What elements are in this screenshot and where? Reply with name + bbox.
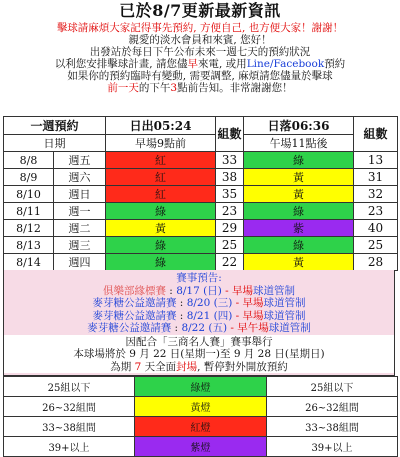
date-header: 日期 bbox=[4, 135, 106, 152]
notice-text: 來電, 或用 bbox=[198, 58, 247, 70]
event-date: 8/22 (五) bbox=[181, 322, 228, 334]
event-separator: - bbox=[227, 322, 238, 334]
notice-line: 親愛的淡水會員和來賓, 您好！ bbox=[128, 34, 272, 46]
event-name: 麥芽糖公益邀請賽 bbox=[87, 322, 172, 334]
legend-light: 紫燈 bbox=[135, 437, 267, 457]
event-name: 俱樂部緣標賽 bbox=[102, 284, 166, 297]
notice-line: 如果你的預約臨時有變動, 需要調整, 麻煩請您儘量於擊球 bbox=[67, 70, 333, 82]
row-morning-count: 33 bbox=[216, 152, 244, 169]
notice-line bbox=[0, 82, 400, 94]
schedule-row bbox=[4, 169, 398, 186]
closure-line: 本球場將於 9 月 22 日(星期一)至 9 月 28 日(星期日) bbox=[73, 348, 325, 360]
row-afternoon-light: 綠 bbox=[244, 237, 354, 254]
schedule-row bbox=[4, 220, 398, 237]
row-afternoon-count: 23 bbox=[354, 203, 398, 220]
row-afternoon-count: 32 bbox=[354, 186, 398, 203]
legend-range-am: 33~38組間 bbox=[4, 417, 135, 437]
row-afternoon-count: 40 bbox=[354, 220, 398, 237]
event-restriction: 球道管制 bbox=[263, 297, 306, 309]
event-slot: 早午場 bbox=[237, 322, 269, 334]
notice-text: 點前告知。非常謝謝您！ bbox=[177, 82, 293, 94]
notice-highlight: 3 bbox=[170, 82, 178, 94]
count-header-pm: 組數 bbox=[354, 117, 398, 152]
row-afternoon-light: 黃 bbox=[244, 186, 354, 203]
row-date: 8/8 bbox=[4, 152, 54, 169]
notice-link-line-facebook: Line/Facebook bbox=[246, 58, 325, 70]
legend-range-pm: 39+以上 bbox=[267, 437, 398, 457]
events-panel bbox=[3, 270, 395, 376]
notice-highlight: 早 bbox=[187, 58, 198, 70]
event-restriction: 球道管制 bbox=[263, 309, 306, 322]
event-restriction: 球道管制 bbox=[253, 284, 296, 297]
row-morning-light: 綠 bbox=[106, 203, 216, 220]
week-label: 一週預約 bbox=[4, 117, 106, 135]
row-date: 8/10 bbox=[4, 186, 54, 203]
row-weekday: 週四 bbox=[54, 254, 106, 271]
event-restriction: 球道管制 bbox=[268, 322, 311, 334]
notice-text: 以利您安排擊球計畫, 請您儘 bbox=[54, 58, 188, 70]
legend-row bbox=[4, 417, 398, 437]
row-morning-light: 紅 bbox=[106, 169, 216, 186]
event-slot: 早場 bbox=[232, 284, 254, 297]
row-morning-count: 23 bbox=[216, 203, 244, 220]
event-separator: - bbox=[221, 284, 233, 297]
count-header-am: 組數 bbox=[216, 117, 244, 152]
row-date: 8/13 bbox=[4, 237, 54, 254]
row-morning-count: 35 bbox=[216, 186, 244, 203]
legend-row bbox=[4, 397, 398, 417]
event-separator: - bbox=[232, 297, 243, 309]
event-name: 麥芽糖公益邀請賽 bbox=[92, 309, 177, 322]
row-weekday: 週二 bbox=[54, 220, 106, 237]
closure-line bbox=[4, 361, 394, 374]
notice-line bbox=[0, 58, 400, 70]
notice-highlight: 前一天 bbox=[107, 82, 139, 94]
closure-highlight: 7 bbox=[134, 360, 142, 373]
row-weekday: 週三 bbox=[54, 237, 106, 254]
page-title: 已於8/7更新最新資訊 bbox=[119, 1, 281, 20]
row-morning-count: 25 bbox=[216, 237, 244, 254]
row-afternoon-light: 綠 bbox=[244, 203, 354, 220]
legend-range-am: 26~32組間 bbox=[4, 397, 135, 417]
row-morning-count: 22 bbox=[216, 254, 244, 271]
row-morning-count: 38 bbox=[216, 169, 244, 186]
closure-highlight: 封場 bbox=[176, 360, 198, 373]
schedule-row bbox=[4, 203, 398, 220]
event-item: 麥芽糖公益邀請賽 : 8/22 (五) - 早午場球道管制 bbox=[87, 322, 311, 334]
legend-range-pm: 33~38組間 bbox=[267, 417, 398, 437]
legend-range-am: 39+以上 bbox=[4, 437, 135, 457]
event-date: 8/17 (日) bbox=[176, 284, 222, 297]
legend-light: 黃燈 bbox=[135, 397, 267, 417]
closure-line: 因配合「三商名人賽」賽事舉行 bbox=[125, 335, 273, 348]
event-slot: 早場 bbox=[242, 309, 264, 322]
schedule-row bbox=[4, 237, 398, 254]
row-morning-count: 29 bbox=[216, 220, 244, 237]
row-morning-light: 紅 bbox=[106, 152, 216, 169]
event-slot: 早場 bbox=[242, 297, 264, 309]
closure-text: 天全面 bbox=[141, 360, 177, 373]
event-date: 8/21 (四) bbox=[186, 309, 233, 322]
sunset-label: 日落06:36 bbox=[244, 117, 354, 135]
row-weekday: 週日 bbox=[54, 186, 106, 203]
event-date: 8/20 (三) bbox=[186, 297, 233, 309]
row-date: 8/11 bbox=[4, 203, 54, 220]
schedule-row bbox=[4, 152, 398, 169]
notice-text: 預約 bbox=[324, 58, 346, 70]
event-separator: - bbox=[232, 309, 243, 322]
afternoon-header: 午場11點後 bbox=[244, 135, 354, 152]
row-date: 8/14 bbox=[4, 254, 54, 271]
closure-notice bbox=[4, 335, 394, 374]
notice-text: 的下午 bbox=[138, 82, 171, 94]
row-morning-light: 紅 bbox=[106, 186, 216, 203]
row-morning-light: 綠 bbox=[106, 237, 216, 254]
row-weekday: 週一 bbox=[54, 203, 106, 220]
legend-range-am: 25組以下 bbox=[4, 377, 135, 397]
morning-header: 早場9點前 bbox=[106, 135, 216, 152]
schedule-row bbox=[4, 254, 398, 271]
legend-row bbox=[4, 437, 398, 457]
event-item: 麥芽糖公益邀請賽 : 8/21 (四) - 早場球道管制 bbox=[92, 309, 306, 322]
row-afternoon-light: 黃 bbox=[244, 254, 354, 271]
legend-light: 紅燈 bbox=[135, 417, 267, 437]
legend-range-pm: 26~32組間 bbox=[267, 397, 398, 417]
closure-text: , 暫停對外開放預約 bbox=[197, 360, 288, 373]
notice-line: 擊球請麻煩大家記得事先預約, 方便自己, 也方便大家！謝謝！ bbox=[56, 22, 344, 34]
event-item: 麥芽糖公益邀請賽 : 8/20 (三) - 早場球道管制 bbox=[92, 297, 306, 309]
event-name: 麥芽糖公益邀請賽 bbox=[92, 297, 177, 309]
row-afternoon-count: 13 bbox=[354, 152, 398, 169]
sunrise-label: 日出05:24 bbox=[106, 117, 216, 135]
row-afternoon-count: 25 bbox=[354, 237, 398, 254]
schedule-table bbox=[3, 116, 398, 271]
legend-row bbox=[4, 377, 398, 397]
legend-range-pm: 25組以下 bbox=[267, 377, 398, 397]
notice-block bbox=[0, 22, 400, 116]
closure-text: 為期 bbox=[110, 360, 135, 373]
events-heading: 賽事預告: bbox=[176, 272, 222, 284]
row-afternoon-light: 黃 bbox=[244, 169, 354, 186]
row-weekday: 週六 bbox=[54, 169, 106, 186]
row-afternoon-count: 28 bbox=[354, 254, 398, 271]
legend-light: 綠燈 bbox=[135, 377, 267, 397]
notice-line: 出發站於每日下午公布未來一週七天的預約狀況 bbox=[89, 46, 311, 58]
row-morning-light: 綠 bbox=[106, 254, 216, 271]
schedule-row bbox=[4, 186, 398, 203]
legend-table bbox=[3, 376, 398, 457]
row-date: 8/12 bbox=[4, 220, 54, 237]
row-weekday: 週五 bbox=[54, 152, 106, 169]
row-afternoon-light: 紫 bbox=[244, 220, 354, 237]
event-item: 俱樂部緣標賽 : 8/17 (日) - 早場球道管制 bbox=[102, 284, 296, 297]
row-afternoon-count: 31 bbox=[354, 169, 398, 186]
row-afternoon-light: 綠 bbox=[244, 152, 354, 169]
row-date: 8/9 bbox=[4, 169, 54, 186]
row-morning-light: 黃 bbox=[106, 220, 216, 237]
